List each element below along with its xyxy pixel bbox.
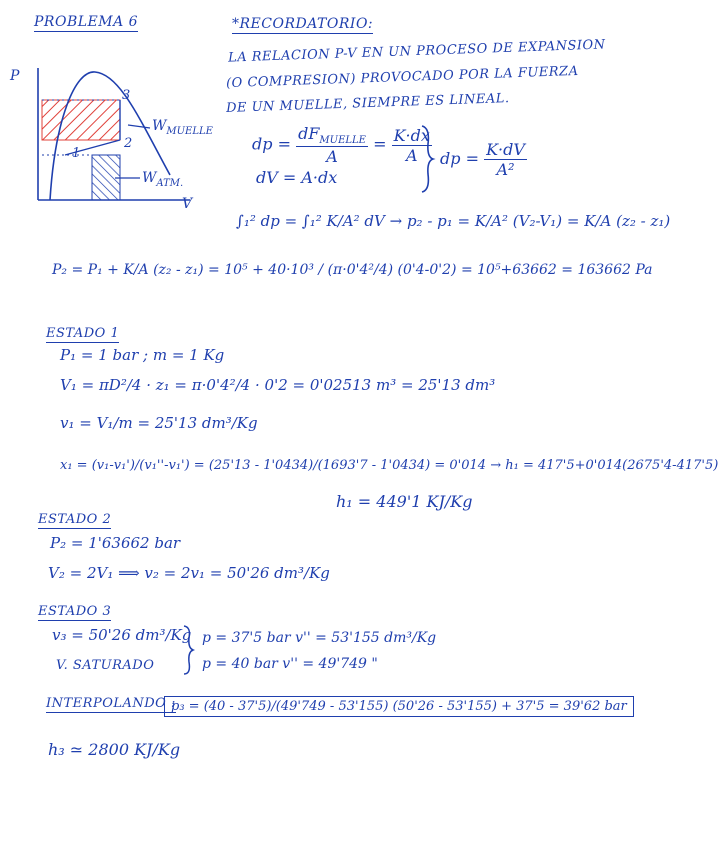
h3-result: h₃ ≃ 2800 KJ/Kg	[48, 740, 181, 759]
w-atm-label: $W_{ATM.}$	[142, 170, 184, 189]
recordatorio-line-2: (O COMPRESION) PROVOCADO POR LA FUERZA	[225, 63, 579, 92]
estado-1-heading: ESTADO 1	[46, 326, 120, 341]
interpolando-label: INTERPOLANDO :	[46, 696, 176, 711]
interpolation-equation: p₃ = (40 - 37'5)/(49'749 - 53'155) (50'26 - 53'155) + 37'5 = 39'62 bar	[164, 696, 634, 717]
w-muelle-label: $W_{MUELLE}$	[152, 118, 213, 137]
p2-equation: P₂ = P₁ + K/A (z₂ - z₁) = 10⁵ + 40·10³ / (π·0'4²/4) (0'4-0'2) = 10⁵+63662 = 163662 Pa	[52, 262, 653, 278]
estado-2-line-2: V₂ = 2V₁ ⟹ v₂ = 2v₁ = 50'26 dm³/Kg	[48, 564, 330, 582]
p-axis-label: P	[10, 68, 20, 84]
estado-3-line-2: V. SATURADO	[56, 658, 155, 673]
estado-1-line-3: v₁ = V₁/m = 25'13 dm³/Kg	[60, 414, 258, 432]
v-axis-label: V	[182, 196, 193, 212]
red-hatched-area	[42, 100, 120, 140]
estado-2-heading: ESTADO 2	[38, 512, 112, 527]
state-3-label: 3	[122, 88, 131, 103]
integral-equation: ∫₁² dp = ∫₁² K/A² dV → p₂ - p₁ = K/A² (V₂-V₁) = K/A (z₂ - z₁)	[236, 212, 671, 230]
state-1-label: 1	[72, 146, 81, 161]
estado-3-table-row-1: p = 37'5 bar v'' = 53'155 dm³/Kg	[202, 630, 437, 646]
estado-3-line-1: v₃ = 50'26 dm³/Kg	[52, 626, 192, 644]
muelle-arrow	[128, 125, 150, 128]
estado-1-line-1: P₁ = 1 bar ; m = 1 Kg	[60, 346, 225, 364]
dp-kdv-equation: dp = $\frac{K\cdot dV}{\text{A²}}$	[440, 140, 525, 179]
page-title: PROBLEMA 6	[34, 14, 139, 30]
brace	[420, 124, 434, 194]
estado-3-brace	[182, 624, 194, 676]
estado-3-table-row-2: p = 40 bar v'' = 49'749 "	[202, 656, 378, 672]
estado-2-line-1: P₂ = 1'63662 bar	[50, 534, 181, 552]
estado-1-line-4: x₁ = (v₁-v₁')/(v₁''-v₁') = (25'13 - 1'0434)/(1693'7 - 1'0434) = 0'014 → h₁ = 417'5+0'014(2675'4-417'5)	[60, 458, 718, 473]
estado-1-line-2: V₁ = πD²/4 · z₁ = π·0'4²/4 · 0'2 = 0'02513 m³ = 25'13 dm³	[60, 376, 496, 394]
recordatorio-line-3: DE UN MUELLE, SIEMPRE ES LINEAL.	[225, 91, 510, 116]
estado-3-heading: ESTADO 3	[38, 604, 112, 619]
recordatorio-line-1: LA RELACION P-V EN UN PROCESO DE EXPANSION	[227, 37, 606, 66]
dp-equation: dp = $\frac{dF_{MUELLE}}{A}$ = $\frac{K\cdot dx}{A}$	[252, 124, 430, 167]
recordatorio-heading: *RECORDATORIO:	[232, 16, 374, 32]
state-2-label: 2	[124, 136, 133, 151]
estado-1-line-5: h₁ = 449'1 KJ/Kg	[336, 492, 473, 511]
dv-equation: dV = A·dx	[256, 168, 338, 187]
